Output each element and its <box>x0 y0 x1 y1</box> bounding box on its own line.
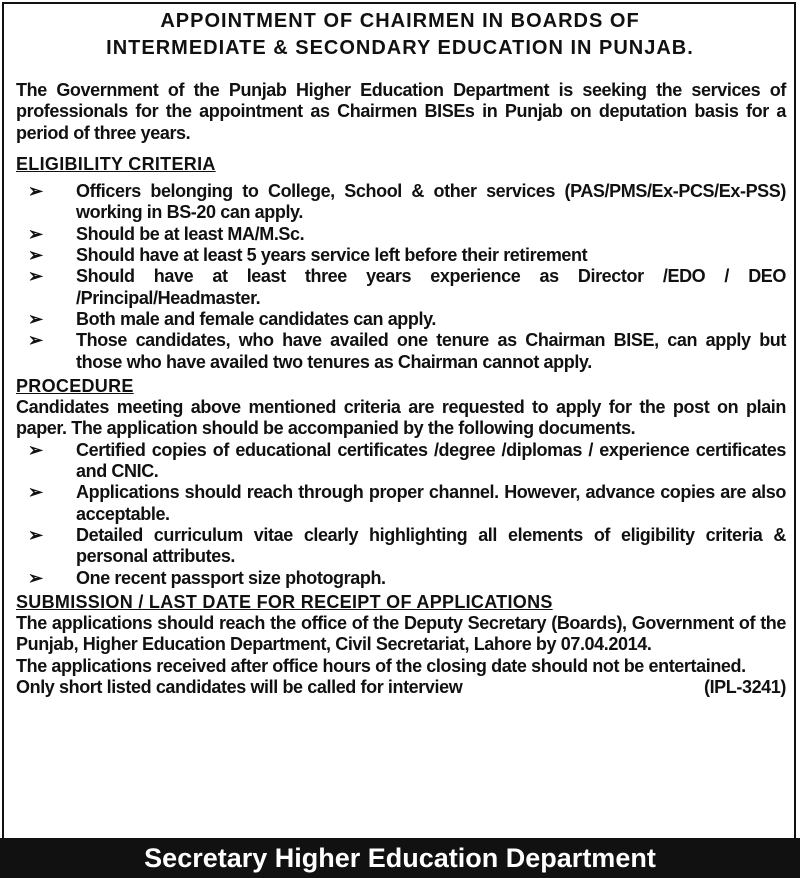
title-line-1: APPOINTMENT OF CHAIRMEN IN BOARDS OF <box>160 10 640 32</box>
list-item-text: Certified copies of educational certificates /degree /diplomas / experience certificates and CNIC. <box>76 439 786 482</box>
list-item-text: One recent passport size photograph. <box>76 567 386 588</box>
late-applications-text: The applications received after office hours of the closing date should not be entertained. <box>16 655 746 676</box>
procedure-list <box>16 440 786 589</box>
list-item <box>16 440 786 483</box>
arrow-bullet-icon: ➢ <box>28 266 43 287</box>
arrow-bullet-icon: ➢ <box>28 245 43 266</box>
list-item <box>16 245 786 266</box>
shortlist-note: Only short listed candidates will be called for interview <box>16 677 463 698</box>
list-item-text: Officers belonging to College, School & other services (PAS/PMS/Ex-PCS/Ex-PSS) working in BS-20 can apply. <box>76 181 786 223</box>
intro-text: The Government of the Punjab Higher Education Department is seeking the services of professionals for the appointment as Chairmen BISEs in Punjab on deputation basis for a period of three years. <box>16 80 786 143</box>
list-item-text: Applications should reach through proper channel. However, advance copies are also acceptable. <box>76 482 786 524</box>
procedure-text: Candidates meeting above mentioned criteria are requested to apply for the post on plain paper. The application should be accompanied by the following documents. <box>16 397 786 439</box>
title-line-2: INTERMEDIATE & SECONDARY EDUCATION IN PUNJAB. <box>106 37 694 59</box>
procedure-heading: PROCEDURE <box>16 375 134 396</box>
list-item-text: Detailed curriculum vitae clearly highlighting all elements of eligibility criteria & personal attributes. <box>76 524 786 567</box>
arrow-bullet-icon: ➢ <box>28 439 43 460</box>
list-item <box>16 181 786 224</box>
list-item-text: Those candidates, who have availed one tenure as Chairman BISE, can apply but those who have availed two tenures as Chairman cannot apply. <box>76 330 786 372</box>
footer-signatory: Secretary Higher Education Department <box>0 838 800 878</box>
list-item-text: Should be at least MA/M.Sc. <box>76 223 305 244</box>
list-item <box>16 482 786 525</box>
list-item <box>16 266 786 309</box>
list-item <box>16 224 786 245</box>
list-item <box>16 568 786 589</box>
reference-code: (IPL-3241) <box>703 677 786 698</box>
arrow-bullet-icon: ➢ <box>28 223 43 244</box>
ad-body <box>16 80 786 698</box>
arrow-bullet-icon: ➢ <box>28 482 43 503</box>
arrow-bullet-icon: ➢ <box>28 330 43 351</box>
arrow-bullet-icon: ➢ <box>28 181 43 202</box>
submission-heading: SUBMISSION / LAST DATE FOR RECEIPT OF APPLICATIONS <box>16 591 553 612</box>
list-item <box>16 309 786 330</box>
eligibility-list <box>16 181 786 373</box>
list-item-text: Should have at least 5 years service left before their retirement <box>76 245 588 266</box>
ad-title <box>0 8 800 62</box>
arrow-bullet-icon: ➢ <box>28 524 43 545</box>
list-item <box>16 330 786 373</box>
list-item <box>16 525 786 568</box>
submission-text: The applications should reach the office of the Deputy Secretary (Boards), Government of the Punjab, Higher Education Department, Civil Secretariat, Lahore by 07.04.2014. <box>16 613 786 655</box>
list-item-text: Both male and female candidates can apply. <box>76 308 436 329</box>
eligibility-heading: ELIGIBILITY CRITERIA <box>16 153 216 174</box>
list-item-text: Should have at least three years experience as Director /EDO / DEO /Principal/Headmaster. <box>76 266 786 308</box>
arrow-bullet-icon: ➢ <box>28 308 43 329</box>
arrow-bullet-icon: ➢ <box>28 567 43 588</box>
